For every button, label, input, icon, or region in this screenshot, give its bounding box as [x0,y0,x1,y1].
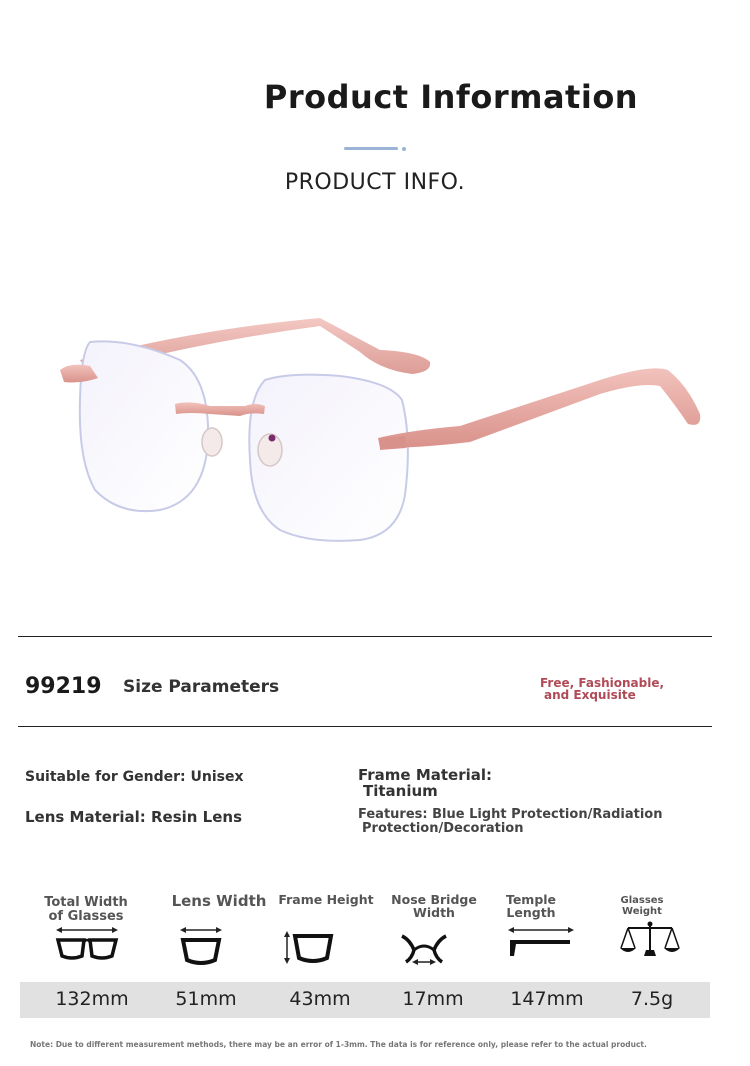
glasses-product-image [40,290,720,560]
dim-label-line: Glasses [620,895,664,906]
page-title: Product Information [263,78,639,116]
section-label: Size Parameters [123,677,280,697]
spec-frame-material [358,767,492,799]
spec-lens-material: Lens Material: Resin Lens [25,808,243,826]
dim-label-temple [486,893,576,919]
spec-features-line-2: Protection/Decoration [362,821,524,836]
title-divider-dot [402,147,406,151]
spec-frame-value: Titanium [363,782,438,800]
tagline [540,677,700,701]
dim-label-weight [606,895,678,917]
dim-label-lens-width [166,894,272,908]
dim-label-line: Lens Width [171,892,267,910]
dim-label-line: Length [506,905,556,920]
value-frame-height: 43mm [289,988,351,1010]
dim-label-line: Total Width [44,895,128,910]
dim-label-line: Weight [622,906,662,917]
lens-width-icon [178,926,224,966]
dim-label-line: Nose Bridge [391,892,477,907]
tagline-line-2: and Exquisite [544,688,636,702]
dim-label-nose-bridge [384,893,484,919]
total-width-icon [54,926,120,962]
value-lens-width: 51mm [175,988,237,1010]
left-lens [80,341,208,511]
spec-features [358,808,663,836]
section-bottom-rule [18,726,712,727]
section-top-rule [18,636,712,637]
dim-label-total-width [36,896,136,924]
spec-features-line-1: Features: Blue Light Protection/Radiation [358,807,663,822]
tagline-line-1: Free, Fashionable, [540,676,665,690]
dim-label-frame-height [273,893,379,907]
left-nose-pad [202,428,222,456]
frame-height-icon [283,930,335,966]
dim-label-line: Temple [505,892,557,907]
value-temple-length: 147mm [510,988,584,1010]
nose-pad-screw [269,435,276,442]
model-number: 99219 [25,674,102,699]
page-subtitle: PRODUCT INFO. [284,170,466,195]
value-nose-bridge: 17mm [402,988,464,1010]
temple-length-icon [506,926,576,962]
near-temple [378,368,700,448]
value-total-width: 132mm [55,988,129,1010]
dim-label-line: Frame Height [278,892,374,907]
title-divider [344,147,398,150]
scale-icon [620,920,680,964]
dim-label-line: of Glasses [48,909,124,924]
spec-frame-label: Frame Material: [358,766,493,784]
value-glasses-weight: 7.5g [630,988,674,1010]
nose-bridge-icon [400,930,448,966]
dim-label-line: Width [413,905,455,920]
spec-gender: Suitable for Gender: Unisex [25,769,244,785]
right-hinge [380,436,406,450]
measurement-note: Note: Due to different measurement methods, there may be an error of 1-3mm. The data is for reference only, please refer to the actual product. [30,1040,647,1049]
